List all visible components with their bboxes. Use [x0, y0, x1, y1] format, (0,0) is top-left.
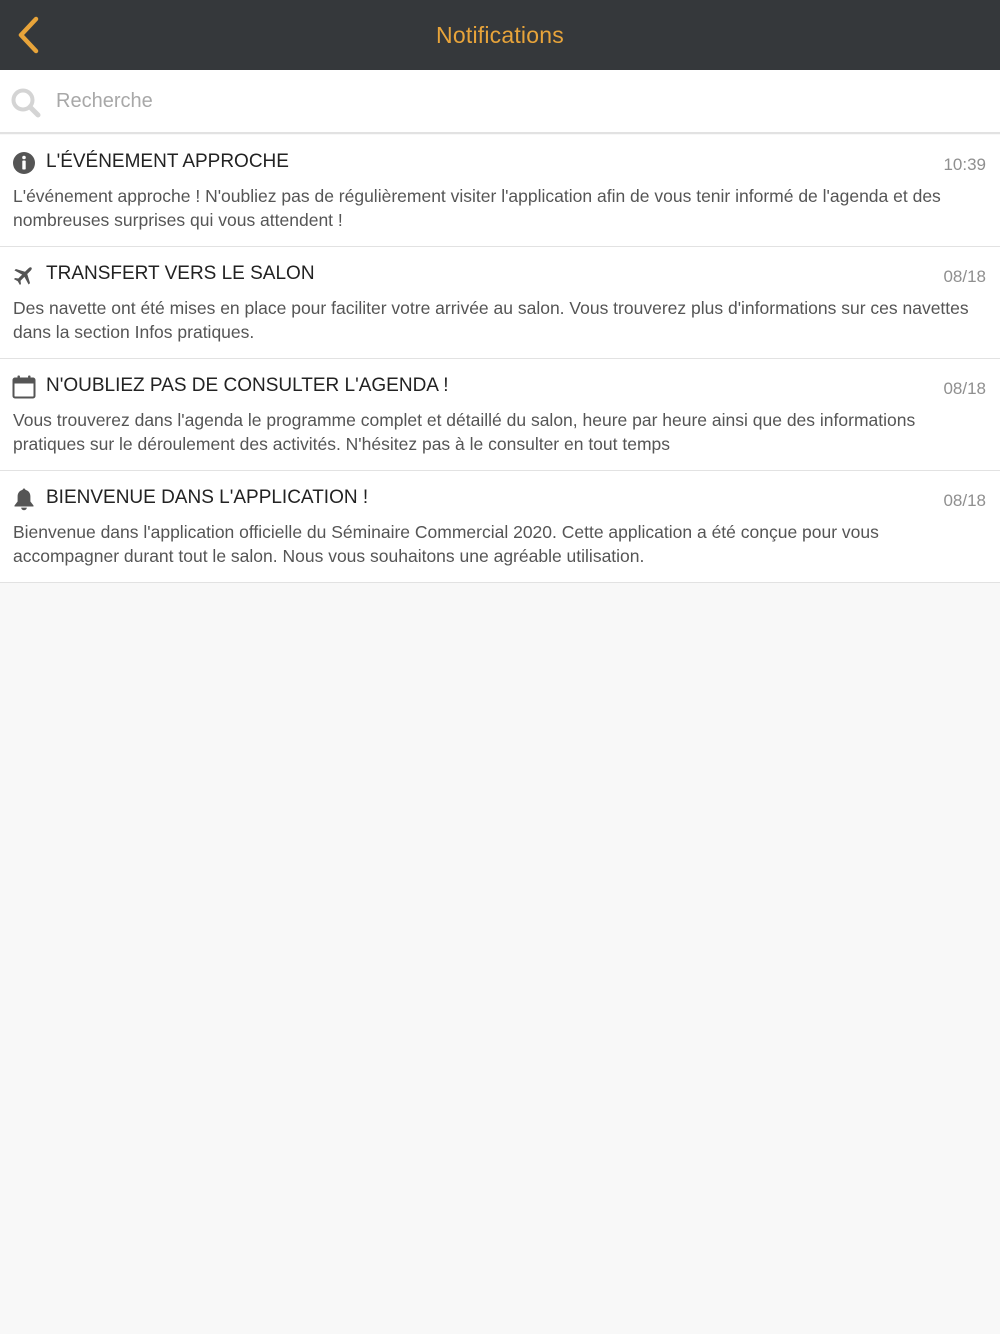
- search-bar: [0, 70, 1000, 134]
- page-title: Notifications: [436, 21, 564, 48]
- search-input[interactable]: [56, 84, 976, 118]
- notification-time: 10:39: [943, 155, 986, 174]
- notification-time: 08/18: [943, 379, 986, 398]
- notification-item[interactable]: [0, 359, 1000, 471]
- calendar-icon: [12, 375, 36, 399]
- notification-body: Des navette ont été mises en place pour faciliter votre arrivée au salon. Vous trouverez plus d'informations sur ces navettes dans la section Infos pratiques.: [13, 298, 969, 342]
- notification-item[interactable]: [0, 135, 1000, 247]
- notification-item[interactable]: [0, 247, 1000, 359]
- search-icon: [10, 87, 42, 119]
- chevron-left-icon: [15, 15, 41, 55]
- top-bar: [0, 0, 1000, 70]
- notification-body: Bienvenue dans l'application officielle du Séminaire Commercial 2020. Cette application a été conçue pour vous accompagner durant tout le salon. Nous vous souhaitons une agréable utilisation.: [13, 522, 879, 566]
- notification-body: Vous trouverez dans l'agenda le programme complet et détaillé du salon, heure par heure ainsi que des informations pratiques sur le déroulement des activités. N'hésitez pas à le consulter en tout temps: [13, 410, 916, 454]
- notification-time: 08/18: [943, 267, 986, 286]
- notification-list: [0, 135, 1000, 583]
- notification-title: N'OUBLIEZ PAS DE CONSULTER L'AGENDA !: [46, 375, 449, 396]
- back-button[interactable]: [8, 13, 48, 57]
- notification-title: BIENVENUE DANS L'APPLICATION !: [46, 487, 369, 508]
- airplane-icon: [12, 263, 36, 287]
- notification-title: TRANSFERT VERS LE SALON: [46, 263, 315, 284]
- info-icon: [12, 151, 36, 175]
- notification-time: 08/18: [943, 491, 986, 510]
- notification-title: L'ÉVÉNEMENT APPROCHE: [46, 151, 289, 172]
- bell-icon: [12, 487, 36, 511]
- notification-body: L'événement approche ! N'oubliez pas de régulièrement visiter l'application afin de vous tenir informé de l'agenda et des nombreuses surprises qui vous attendent !: [13, 186, 941, 230]
- notification-item[interactable]: [0, 471, 1000, 583]
